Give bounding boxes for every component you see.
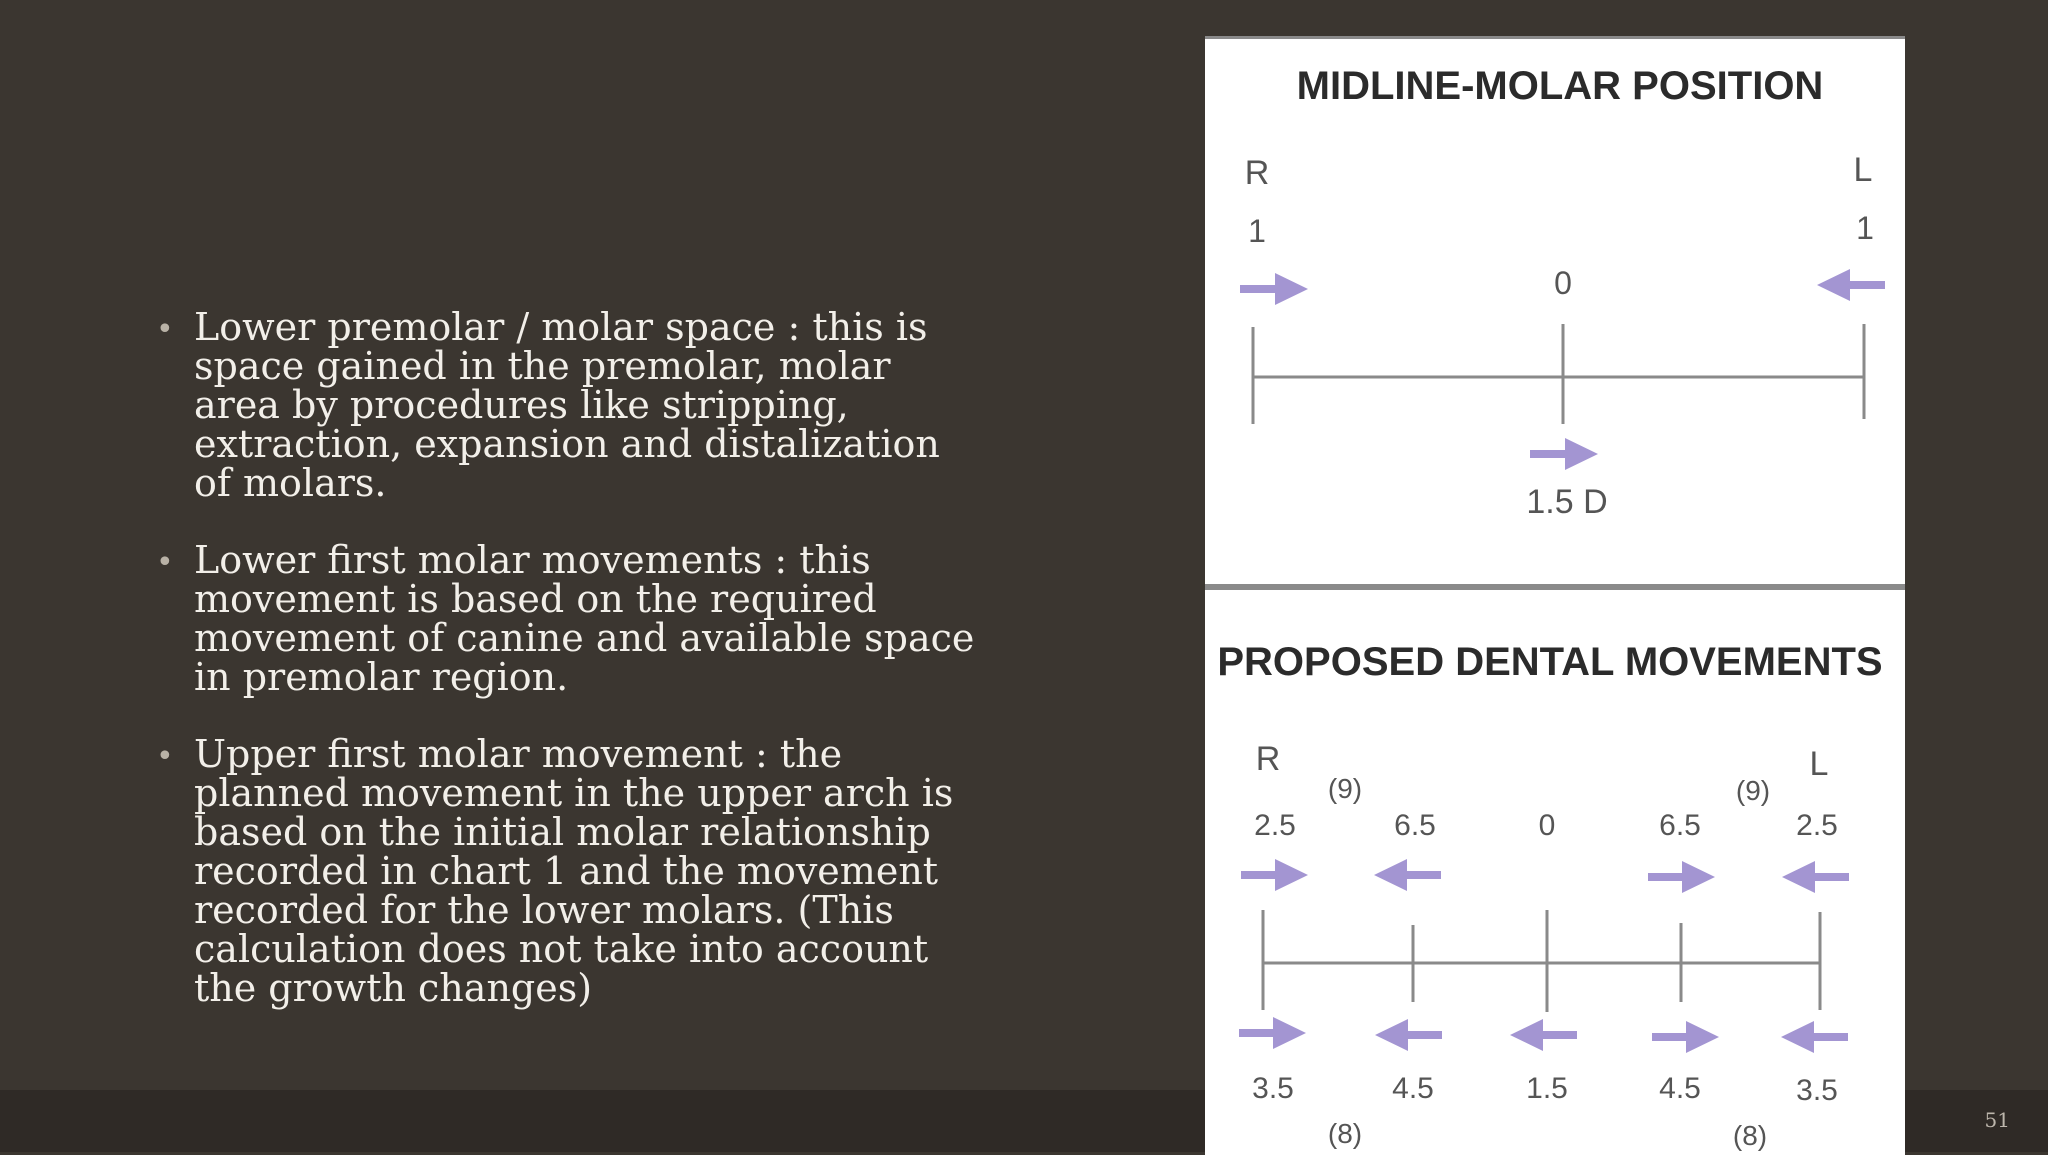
midline-center-value: 0	[1554, 265, 1572, 301]
lower-paren-right: (8)	[1327, 1118, 1363, 1149]
upper-paren-right: (9)	[1327, 773, 1363, 804]
lower-paren-left: (8)	[1732, 1120, 1768, 1151]
bullet-item	[150, 305, 980, 505]
left-arrow-icon	[1510, 1019, 1577, 1051]
lower-value: 3.5	[1796, 1074, 1838, 1107]
lower-value: 4.5	[1659, 1072, 1701, 1105]
bullet-item	[150, 732, 980, 1010]
midline-right-value: 1	[1248, 213, 1266, 249]
bullet-list	[150, 305, 980, 1046]
right-arrow-icon	[1240, 273, 1308, 305]
right-arrow-icon	[1241, 859, 1308, 891]
bullet-text: Lower first molar movements : this movement is based on the required movement of canine and available space in premolar region.	[194, 538, 975, 699]
upper-value: 0	[1538, 809, 1556, 842]
bullet-text: Upper first molar movement : the planned movement in the upper arch is based on the initial molar relationship recorded in chart 1 and the movement recorded for the lower molars. (This calculation does not take into account the growth changes)	[194, 732, 954, 1010]
midline-right-label: R	[1244, 154, 1270, 192]
upper-value: 2.5	[1254, 809, 1296, 842]
dental-movements-panel	[1205, 587, 1905, 1155]
midline-panel-title: MIDLINE-MOLAR POSITION	[1296, 64, 1824, 108]
upper-value: 6.5	[1659, 809, 1701, 842]
upper-value: 6.5	[1394, 809, 1436, 842]
right-arrow-icon	[1530, 438, 1598, 470]
dental-movements-diagram	[1205, 590, 1905, 1155]
midline-left-value: 1	[1856, 210, 1874, 246]
upper-value: 2.5	[1796, 809, 1838, 842]
left-arrow-icon	[1781, 1021, 1848, 1053]
right-arrow-icon	[1652, 1021, 1719, 1053]
bullet-dot-icon: •	[156, 545, 174, 580]
lower-value: 1.5	[1526, 1072, 1568, 1105]
lower-value: 3.5	[1252, 1072, 1294, 1105]
upper-paren-left: (9)	[1735, 775, 1771, 806]
dental-left-label: L	[1809, 745, 1829, 783]
left-arrow-icon	[1817, 269, 1885, 301]
midline-left-label: L	[1853, 151, 1873, 189]
bullet-item	[150, 538, 980, 699]
dental-right-label: R	[1255, 740, 1281, 778]
lower-value: 4.5	[1392, 1072, 1434, 1105]
page-number: 51	[1984, 1108, 2010, 1132]
left-arrow-icon	[1375, 1019, 1442, 1051]
midline-bottom-value: 1.5 D	[1526, 483, 1608, 521]
bullet-dot-icon: •	[156, 739, 174, 774]
midline-molar-diagram	[1205, 39, 1905, 584]
midline-molar-panel	[1205, 36, 1905, 587]
bullet-text: Lower premolar / molar space : this is space gained in the premolar, molar area by procedures like stripping, extraction, expansion and distalization of molars.	[194, 305, 940, 505]
dental-panel-title: PROPOSED DENTAL MOVEMENTS	[1217, 640, 1883, 684]
right-arrow-icon	[1239, 1017, 1306, 1049]
left-arrow-icon	[1782, 861, 1849, 893]
right-arrow-icon	[1648, 861, 1715, 893]
left-arrow-icon	[1374, 859, 1441, 891]
bullet-dot-icon: •	[156, 312, 174, 347]
